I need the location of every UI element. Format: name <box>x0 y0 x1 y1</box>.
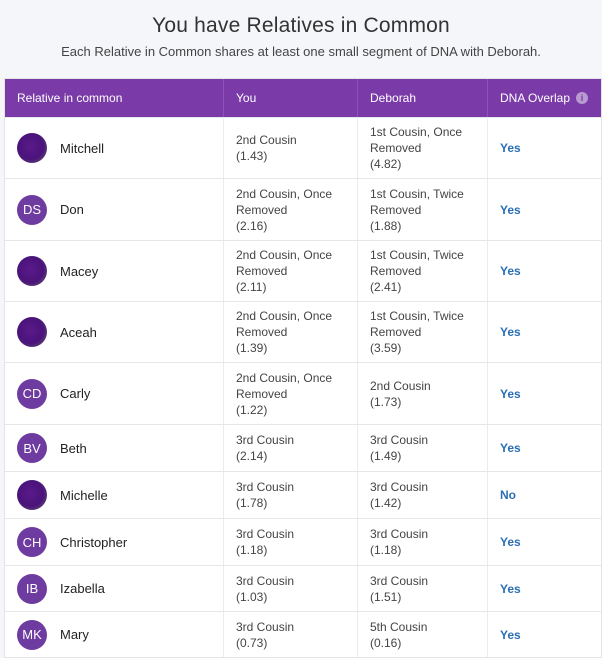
dna-overlap-cell <box>488 118 601 178</box>
deborah-relationship <box>358 302 488 362</box>
dna-overlap-cell <box>488 241 601 301</box>
you-relationship-line: (1.43) <box>236 149 268 163</box>
deborah-relationship-line: 3rd Cousin <box>370 480 429 494</box>
deborah-relationship <box>358 241 488 301</box>
deborah-relationship-line: 1st Cousin, Once <box>370 125 463 139</box>
you-relationship-line: 2nd Cousin, Once <box>236 248 333 262</box>
column-header-deborah[interactable]: Deborah <box>358 79 488 117</box>
you-relationship-line: (1.39) <box>236 341 268 355</box>
you-relationship <box>224 302 358 362</box>
deborah-relationship <box>358 118 488 178</box>
relative-name[interactable]: Macey <box>60 263 99 279</box>
relative-name[interactable]: Carly <box>60 386 91 401</box>
relative-cell[interactable] <box>5 566 224 611</box>
deborah-relationship-line: (2.41) <box>370 280 402 294</box>
table-header <box>5 79 601 117</box>
you-relationship-line: (1.22) <box>236 402 268 417</box>
you-relationship-line: (0.73) <box>236 635 268 650</box>
you-relationship <box>224 612 358 657</box>
info-icon[interactable]: i <box>576 92 588 104</box>
you-relationship-line: (2.14) <box>236 449 268 463</box>
dna-overlap-link[interactable]: Yes <box>500 202 521 217</box>
relative-name[interactable]: Aceah <box>60 324 97 340</box>
table-row[interactable] <box>5 471 601 518</box>
deborah-relationship-line: (0.16) <box>370 635 402 650</box>
dna-overlap-cell <box>488 425 601 471</box>
deborah-relationship <box>358 363 488 424</box>
dna-overlap-cell <box>488 566 601 611</box>
you-relationship-line: 2nd Cousin, Once <box>236 370 333 385</box>
deborah-relationship-line: 1st Cousin, Twice <box>370 248 464 262</box>
relative-name[interactable]: Mitchell <box>60 140 105 156</box>
avatar[interactable] <box>17 317 47 347</box>
dna-overlap-cell <box>488 612 601 657</box>
deborah-relationship-line: 3rd Cousin <box>370 433 429 447</box>
you-relationship <box>224 519 358 565</box>
avatar[interactable]: CD <box>17 379 47 409</box>
dna-overlap-link[interactable]: Yes <box>500 535 521 549</box>
you-relationship <box>224 566 358 611</box>
deborah-relationship-line: (1.88) <box>370 218 402 233</box>
dna-overlap-link[interactable]: Yes <box>500 386 521 401</box>
deborah-relationship-line: (4.82) <box>370 157 402 171</box>
relative-name[interactable]: Don <box>60 202 84 217</box>
page-subtitle: Each Relative in Common shares at least one small segment of DNA with Deborah. <box>61 44 541 59</box>
table-row[interactable] <box>5 611 601 657</box>
relative-name[interactable]: Beth <box>60 440 87 456</box>
deborah-relationship-line: (1.49) <box>370 449 402 463</box>
dna-overlap-link[interactable]: Yes <box>500 441 521 455</box>
relative-cell[interactable] <box>5 241 224 301</box>
you-relationship-line: Removed <box>236 386 288 401</box>
table-row[interactable] <box>5 178 601 240</box>
you-relationship-line: (2.11) <box>236 280 267 294</box>
table-body <box>5 117 601 657</box>
deborah-relationship-line: 2nd Cousin <box>370 378 431 393</box>
relative-name[interactable]: Michelle <box>60 487 108 503</box>
you-relationship-line: 3rd Cousin <box>236 573 295 588</box>
you-relationship-line: 3rd Cousin <box>236 527 295 541</box>
you-relationship-line: (2.16) <box>236 218 268 233</box>
relative-cell[interactable] <box>5 612 224 657</box>
you-relationship <box>224 425 358 471</box>
relative-name[interactable]: Izabella <box>60 581 105 596</box>
dna-overlap-cell <box>488 472 601 518</box>
page-header <box>0 0 602 62</box>
deborah-relationship <box>358 566 488 611</box>
table-row[interactable] <box>5 518 601 565</box>
you-relationship-line: 2nd Cousin, Once <box>236 309 333 323</box>
deborah-relationship-line: Removed <box>370 202 422 217</box>
deborah-relationship <box>358 519 488 565</box>
relative-cell[interactable] <box>5 363 224 424</box>
table-row[interactable] <box>5 565 601 611</box>
avatar[interactable] <box>17 480 47 510</box>
avatar[interactable]: CH <box>17 527 47 557</box>
relative-name[interactable]: Christopher <box>60 534 128 550</box>
table-row[interactable] <box>5 301 601 362</box>
dna-overlap-link[interactable]: No <box>500 488 516 502</box>
deborah-relationship-line: (1.18) <box>370 543 402 557</box>
table-row[interactable] <box>5 424 601 471</box>
dna-overlap-link[interactable]: Yes <box>500 581 521 596</box>
relative-cell[interactable] <box>5 472 224 518</box>
you-relationship-line: Removed <box>236 264 288 278</box>
relative-cell[interactable] <box>5 179 224 240</box>
you-relationship-line: 2nd Cousin, Once <box>236 186 333 201</box>
deborah-relationship-line: 5th Cousin <box>370 619 428 634</box>
avatar[interactable] <box>17 256 47 286</box>
you-relationship-line: Removed <box>236 202 288 217</box>
column-header-relative[interactable]: Relative in common <box>5 79 224 117</box>
table-row[interactable] <box>5 240 601 301</box>
deborah-relationship-line: Removed <box>370 141 422 155</box>
deborah-relationship-line: Removed <box>370 264 422 278</box>
avatar[interactable]: MK <box>17 620 47 650</box>
you-relationship <box>224 363 358 424</box>
you-relationship-line: 2nd Cousin <box>236 133 297 147</box>
you-relationship-line: 3rd Cousin <box>236 619 295 634</box>
dna-overlap-link[interactable]: Yes <box>500 264 521 278</box>
deborah-relationship-line: 1st Cousin, Twice <box>370 309 464 323</box>
column-header-dna-overlap-label: DNA Overlap <box>500 91 571 105</box>
deborah-relationship-line: 3rd Cousin <box>370 573 429 588</box>
relative-cell[interactable] <box>5 302 224 362</box>
you-relationship-line: Removed <box>236 325 288 339</box>
avatar[interactable]: IB <box>17 574 47 604</box>
deborah-relationship-line: (1.73) <box>370 394 402 409</box>
deborah-relationship-line: 1st Cousin, Twice <box>370 186 464 201</box>
dna-overlap-link[interactable]: Yes <box>500 141 521 155</box>
deborah-relationship-line: 3rd Cousin <box>370 527 429 541</box>
deborah-relationship-line: Removed <box>370 325 422 339</box>
deborah-relationship <box>358 472 488 518</box>
dna-overlap-cell <box>488 519 601 565</box>
you-relationship <box>224 241 358 301</box>
deborah-relationship <box>358 425 488 471</box>
relative-cell[interactable] <box>5 425 224 471</box>
deborah-relationship-line: (1.51) <box>370 589 402 604</box>
column-header-dna-overlap[interactable] <box>488 79 601 117</box>
dna-overlap-cell <box>488 179 601 240</box>
dna-overlap-link[interactable]: Yes <box>500 325 521 339</box>
you-relationship-line: (1.78) <box>236 496 268 510</box>
you-relationship-line: (1.18) <box>236 543 268 557</box>
avatar[interactable]: DS <box>17 195 47 225</box>
dna-overlap-cell <box>488 363 601 424</box>
relative-name[interactable]: Mary <box>60 627 89 642</box>
relatives-table <box>4 78 602 658</box>
deborah-relationship <box>358 612 488 657</box>
you-relationship-line: 3rd Cousin <box>236 433 295 447</box>
avatar[interactable] <box>17 133 47 163</box>
you-relationship <box>224 472 358 518</box>
deborah-relationship-line: (3.59) <box>370 341 402 355</box>
you-relationship <box>224 118 358 178</box>
column-header-you[interactable]: You <box>224 79 358 117</box>
dna-overlap-cell <box>488 302 601 362</box>
relative-cell[interactable] <box>5 519 224 565</box>
relative-cell[interactable] <box>5 118 224 178</box>
you-relationship <box>224 179 358 240</box>
deborah-relationship-line: (1.42) <box>370 496 402 510</box>
table-row[interactable] <box>5 362 601 424</box>
deborah-relationship <box>358 179 488 240</box>
page-title: You have Relatives in Common <box>152 14 450 37</box>
you-relationship-line: (1.03) <box>236 589 268 604</box>
avatar[interactable]: BV <box>17 433 47 463</box>
you-relationship-line: 3rd Cousin <box>236 480 295 494</box>
dna-overlap-link[interactable]: Yes <box>500 627 521 642</box>
table-row[interactable] <box>5 117 601 178</box>
